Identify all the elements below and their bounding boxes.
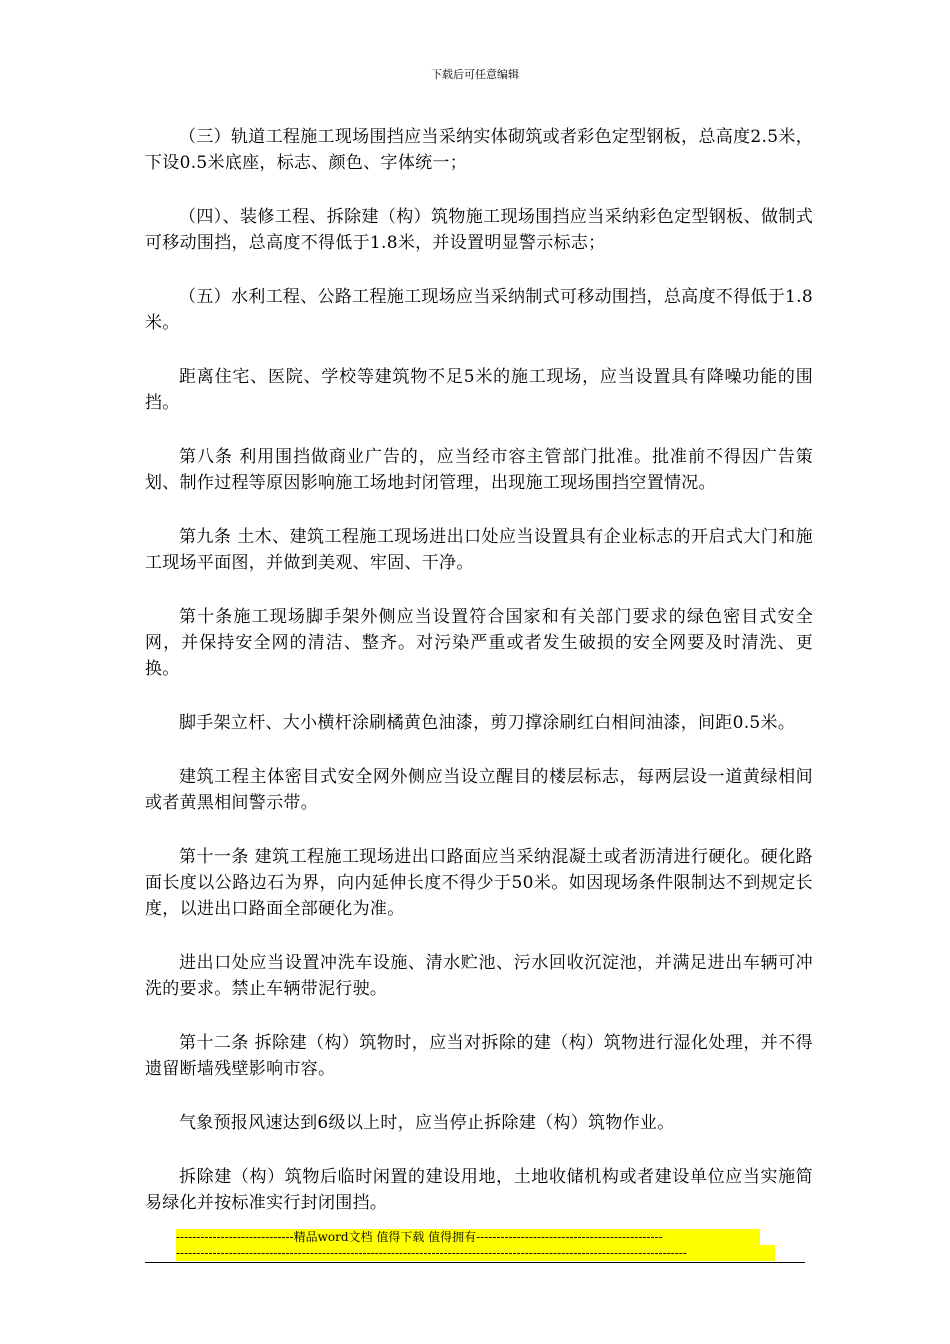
paragraph-idle-land: 拆除建（构）筑物后临时闲置的建设用地，土地收储机构或者建设单位应当实施简易绿化并按标准实行封闭围挡。 xyxy=(145,1167,813,1213)
paragraph-article-12: 第十二条 拆除建（构）筑物时，应当对拆除的建（构）筑物进行湿化处理，并不得遗留断墙残壁影响市容。 xyxy=(145,1033,813,1079)
paragraph-5-water-road-hoarding: （五）水利工程、公路工程施工现场应当采纳制式可移动围挡，总高度不得低于1.8米。 xyxy=(145,287,813,333)
paragraph-article-8: 第八条 利用围挡做商业广告的，应当经市容主管部门批准。批准前不得因广告策划、制作过程等原因影响施工场地封闭管理，出现施工现场围挡空置情况。 xyxy=(145,447,813,493)
paragraph-wind-speed: 气象预报风速达到6级以上时，应当停止拆除建（构）筑物作业。 xyxy=(179,1113,675,1133)
footer-banner-line-1: -----------------------------精品word文档 值得下载 值得拥有---------------------------------------------- xyxy=(176,1229,760,1245)
document-body xyxy=(145,124,813,1244)
footer-divider xyxy=(145,1262,805,1263)
paragraph-article-11: 第十一条 建筑工程施工现场进出口路面应当采纳混凝土或者沥清进行硬化。硬化路面长度以公路边石为界，向内延伸长度不得少于50米。如因现场条件限制达不到规定长度，以进出口路面全部硬化为准。 xyxy=(145,847,813,919)
paragraph-4-decoration-hoarding: （四）、装修工程、拆除建（构）筑物施工现场围挡应当采纳彩色定型钢板、做制式可移动围挡，总高度不得低于1.8米，并设置明显警示标志； xyxy=(145,207,813,253)
page-header: 下载后可任意编辑 xyxy=(431,68,519,81)
footer-banner-line-2: ------------------------------------------------------------------------------------------------------------------------------ xyxy=(176,1245,775,1261)
paragraph-article-9: 第九条 土木、建筑工程施工现场进出口处应当设置具有企业标志的开启式大门和施工现场平面图，并做到美观、牢固、干净。 xyxy=(145,527,813,573)
paragraph-vehicle-washing: 进出口处应当设置冲洗车设施、清水贮池、污水回收沉淀池，并满足进出车辆可冲洗的要求。禁止车辆带泥行驶。 xyxy=(145,953,813,999)
paragraph-article-10: 第十条施工现场脚手架外侧应当设置符合国家和有关部门要求的绿色密目式安全网，并保持安全网的清洁、整齐。对污染严重或者发生破损的安全网要及时清洗、更换。 xyxy=(145,607,813,679)
paragraph-noise-hoarding: 距离住宅、医院、学校等建筑物不足5米的施工现场，应当设置具有降噪功能的围挡。 xyxy=(145,367,813,413)
paragraph-3-rail-hoarding: （三）轨道工程施工现场围挡应当采纳实体砌筑或者彩色定型钢板，总高度2.5米，下设0.5米底座，标志、颜色、字体统一； xyxy=(145,127,813,173)
paragraph-scaffold-paint: 脚手架立杆、大小横杆涂刷橘黄色油漆，剪刀撑涂刷红白相间油漆，间距0.5米。 xyxy=(179,713,796,733)
paragraph-floor-marks: 建筑工程主体密目式安全网外侧应当设立醒目的楼层标志，每两层设一道黄绿相间或者黄黑相间警示带。 xyxy=(145,767,813,813)
